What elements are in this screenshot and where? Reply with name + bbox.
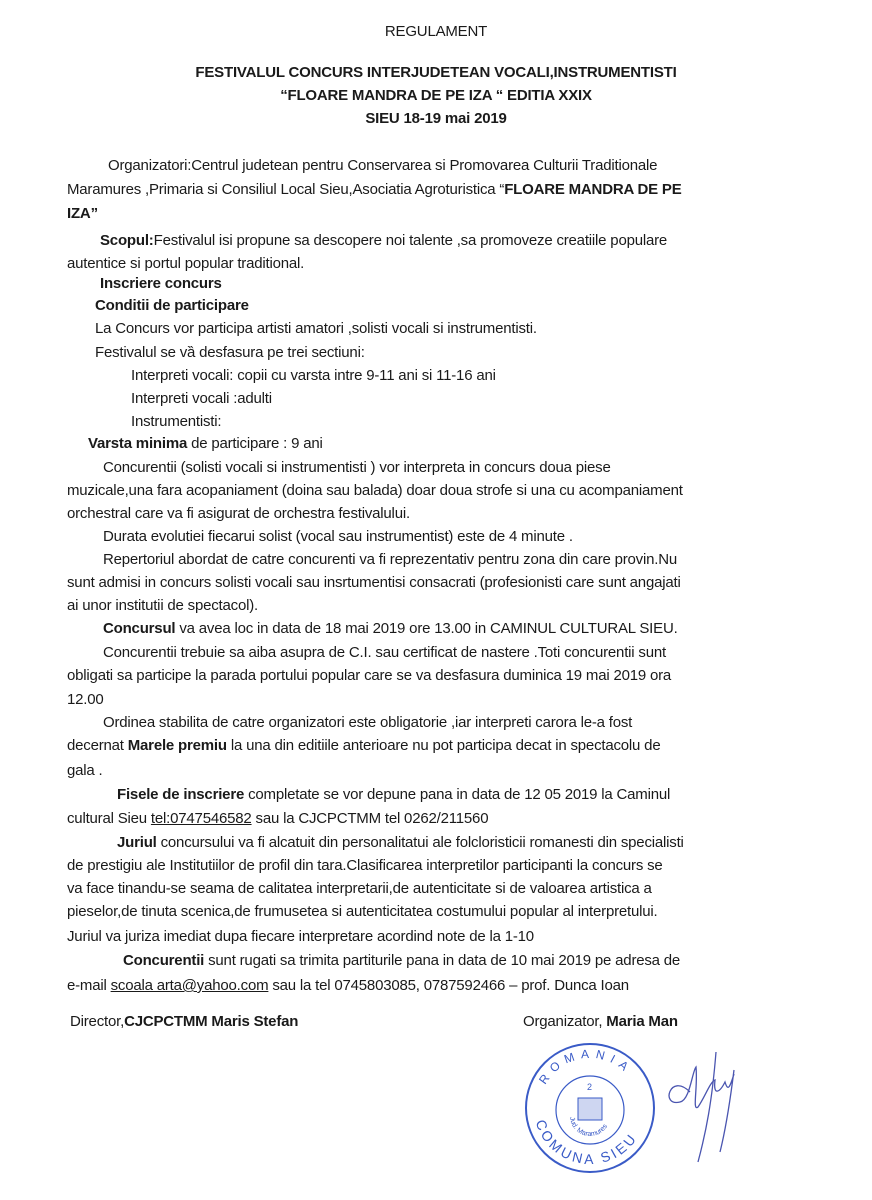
text-line (523, 1013, 678, 1031)
text-line (117, 834, 684, 852)
text-segment: concursului va fi alcatuit din personalitatui ale folcloristicii romanesti din specialisti (156, 834, 684, 851)
text-segment: Instrumentisti: (131, 413, 222, 430)
text-line (131, 413, 221, 431)
stamp-inner-text: Jud. Maramures (567, 1116, 610, 1139)
text-line (67, 205, 98, 223)
text-segment: sau la tel 0745803085, 0787592466 – prof. Dunca Ioan (268, 977, 629, 994)
text-line (67, 762, 103, 780)
text-segment: orchestral care va fi asigurat de orchestra festivalului. (67, 505, 410, 522)
text-line (95, 320, 537, 338)
text-segment: Concurentii trebuie sa aiba asupra de C.I. sau certificat de nastere .Toti concurentii sunt (103, 644, 666, 661)
text-line (70, 1013, 298, 1031)
text-segment: Festivalul se vȁ desfasura pe trei sectiuni: (95, 344, 365, 361)
text-line (103, 714, 632, 732)
text-line (67, 903, 658, 921)
bold-text: Juriul (117, 834, 157, 851)
heading-line-1: FESTIVALUL CONCURS INTERJUDETEAN VOCALI,INSTRUMENTISTI (195, 64, 677, 81)
text-line (67, 255, 304, 273)
text-segment: la una din editiile anterioare nu pot participa decat in spectacolu de (226, 737, 661, 754)
bold-text: Varsta minima (88, 435, 188, 452)
text-line (103, 459, 611, 477)
text-line (103, 644, 666, 662)
text-line (67, 928, 534, 946)
stamp-top-text: ROMANIA (536, 1046, 636, 1087)
text-segment: ai unor institutii de spectacol). (67, 597, 259, 614)
text-line (67, 505, 410, 523)
text-segment: Organizator, (523, 1013, 607, 1030)
text-segment: autentice si portul popular traditional. (67, 255, 305, 272)
official-stamp (520, 1032, 800, 1192)
text-line (100, 275, 222, 293)
text-segment: va avea loc in data de 18 mai 2019 ore 13.00 in CAMINUL CULTURAL SIEU. (175, 620, 678, 637)
text-line (67, 597, 258, 615)
handwritten-signature (669, 1052, 734, 1162)
text-segment: Interpreti vocali: copii cu varsta intre 9-11 ani si 11-16 ani (131, 367, 496, 384)
text-segment: 12.00 (67, 691, 104, 708)
text-segment: va face tinandu-se seama de calitatea interpretarii,de autenticitate si de valoarea artistica a (67, 880, 652, 897)
bold-text: Marele premiu (127, 737, 227, 754)
text-line (67, 737, 660, 755)
text-segment: obligati sa participe la parada portului popular care se va desfasura duminica 19 mai 2019 ora (67, 667, 672, 684)
text-line (88, 435, 323, 453)
text-line (95, 297, 249, 315)
stamp-bottom-text: COMUNA SIEU (532, 1117, 641, 1168)
text-line (67, 977, 629, 995)
text-line (67, 482, 683, 500)
text-segment: Interpreti vocali :adulti (131, 390, 272, 407)
contact-link[interactable]: scoala arta@yahoo.com (110, 977, 269, 994)
bold-text: FLOARE MANDRA DE PE (504, 181, 682, 198)
text-segment: Juriul va juriza imediat dupa fiecare interpretare acordind note de la 1-10 (67, 928, 534, 945)
heading-line-2: “FLOARE MANDRA DE PE IZA “ EDITIA XXIX (280, 87, 592, 104)
text-line (103, 551, 677, 569)
text-segment: Director, (70, 1013, 125, 1030)
text-line (67, 857, 663, 875)
text-segment: de participare : 9 ani (187, 435, 323, 452)
bold-text: Concurentii (123, 952, 205, 969)
text-segment: Maramures ,Primaria si Consiliul Local Sieu,Asociatia Agroturistica “ (67, 181, 505, 198)
text-line (95, 344, 365, 362)
bold-text: IZA” (67, 205, 98, 222)
text-segment: completate se vor depune pana in data de 12 05 2019 la Caminul (244, 786, 671, 803)
text-line (103, 620, 678, 638)
text-segment: pieselor,de tinuta scenica,de frumusetea si autenticitatea costumului popular al interpretului. (67, 903, 658, 920)
stamp-number: 2 (587, 1082, 593, 1092)
bold-text: Fisele de inscriere (117, 786, 245, 803)
text-line (131, 367, 496, 385)
text-segment: Festivalul isi propune sa descopere noi talente ,sa promoveze creatiile populare (153, 232, 668, 249)
text-segment: e-mail (67, 977, 111, 994)
bold-text: Scopul: (100, 232, 154, 249)
text-segment: Organizatori:Centrul judetean pentru Conservarea si Promovarea Culturii Traditionale (108, 157, 658, 174)
text-segment: Durata evolutiei fiecarui solist (vocal sau instrumentist) este de 4 minute . (103, 528, 573, 545)
text-line (103, 528, 573, 546)
text-segment: gala . (67, 762, 103, 779)
text-line (108, 157, 657, 175)
bold-text: Concursul (103, 620, 176, 637)
text-line (67, 181, 682, 199)
bold-text: Conditii de participare (95, 297, 249, 314)
text-line (67, 667, 671, 685)
text-segment: de prestigiu ale Institutiilor de profil din tara.Clasificarea interpretilor participanti la concurs se (67, 857, 663, 874)
text-segment: muzicale,una fara acopaniament (doina sau balada) doar doua strofe si una cu acompaniament (67, 482, 683, 499)
text-segment: sau la CJCPCTMM tel 0262/211560 (251, 810, 489, 827)
bold-text: Inscriere concurs (100, 275, 222, 292)
text-line (131, 390, 272, 408)
svg-text:COMUNA SIEU (533, 1117, 641, 1167)
text-segment: decernat (67, 737, 128, 754)
text-segment: La Concurs vor participa artisti amatori ,solisti vocali si instrumentisti. (95, 320, 537, 337)
text-line (67, 574, 681, 592)
text-line (123, 952, 680, 970)
text-segment: Repertoriul abordat de catre concurenti va fi reprezentativ pentru zona din care provin.Nu (103, 551, 677, 568)
contact-link[interactable]: tel:0747546582 (150, 810, 252, 827)
text-segment: Ordinea stabilita de catre organizatori este obligatorie ,iar interpreti carora le-a fost (103, 714, 633, 731)
text-line (67, 810, 488, 828)
heading-line-3: SIEU 18-19 mai 2019 (365, 110, 507, 127)
text-line (117, 786, 670, 804)
bold-text: CJCPCTMM Maris Stefan (124, 1013, 299, 1030)
text-segment: cultural Sieu (67, 810, 151, 827)
stamp-coat-of-arms (578, 1098, 602, 1120)
text-line (100, 232, 667, 250)
text-segment: sunt admisi in concurs solisti vocali sau insrtumentisi consacrati (profesionisti care sunt angajati (67, 574, 681, 591)
text-line (67, 880, 652, 898)
bold-text: Maria Man (606, 1013, 678, 1030)
text-segment: sunt rugati sa trimita partiturile pana in data de 10 mai 2019 pe adresa de (204, 952, 681, 969)
text-line (67, 691, 104, 709)
text-segment: Concurentii (solisti vocali si instrumentisti ) vor interpreta in concurs doua piese (103, 459, 611, 476)
document-title: REGULAMENT (384, 23, 488, 40)
